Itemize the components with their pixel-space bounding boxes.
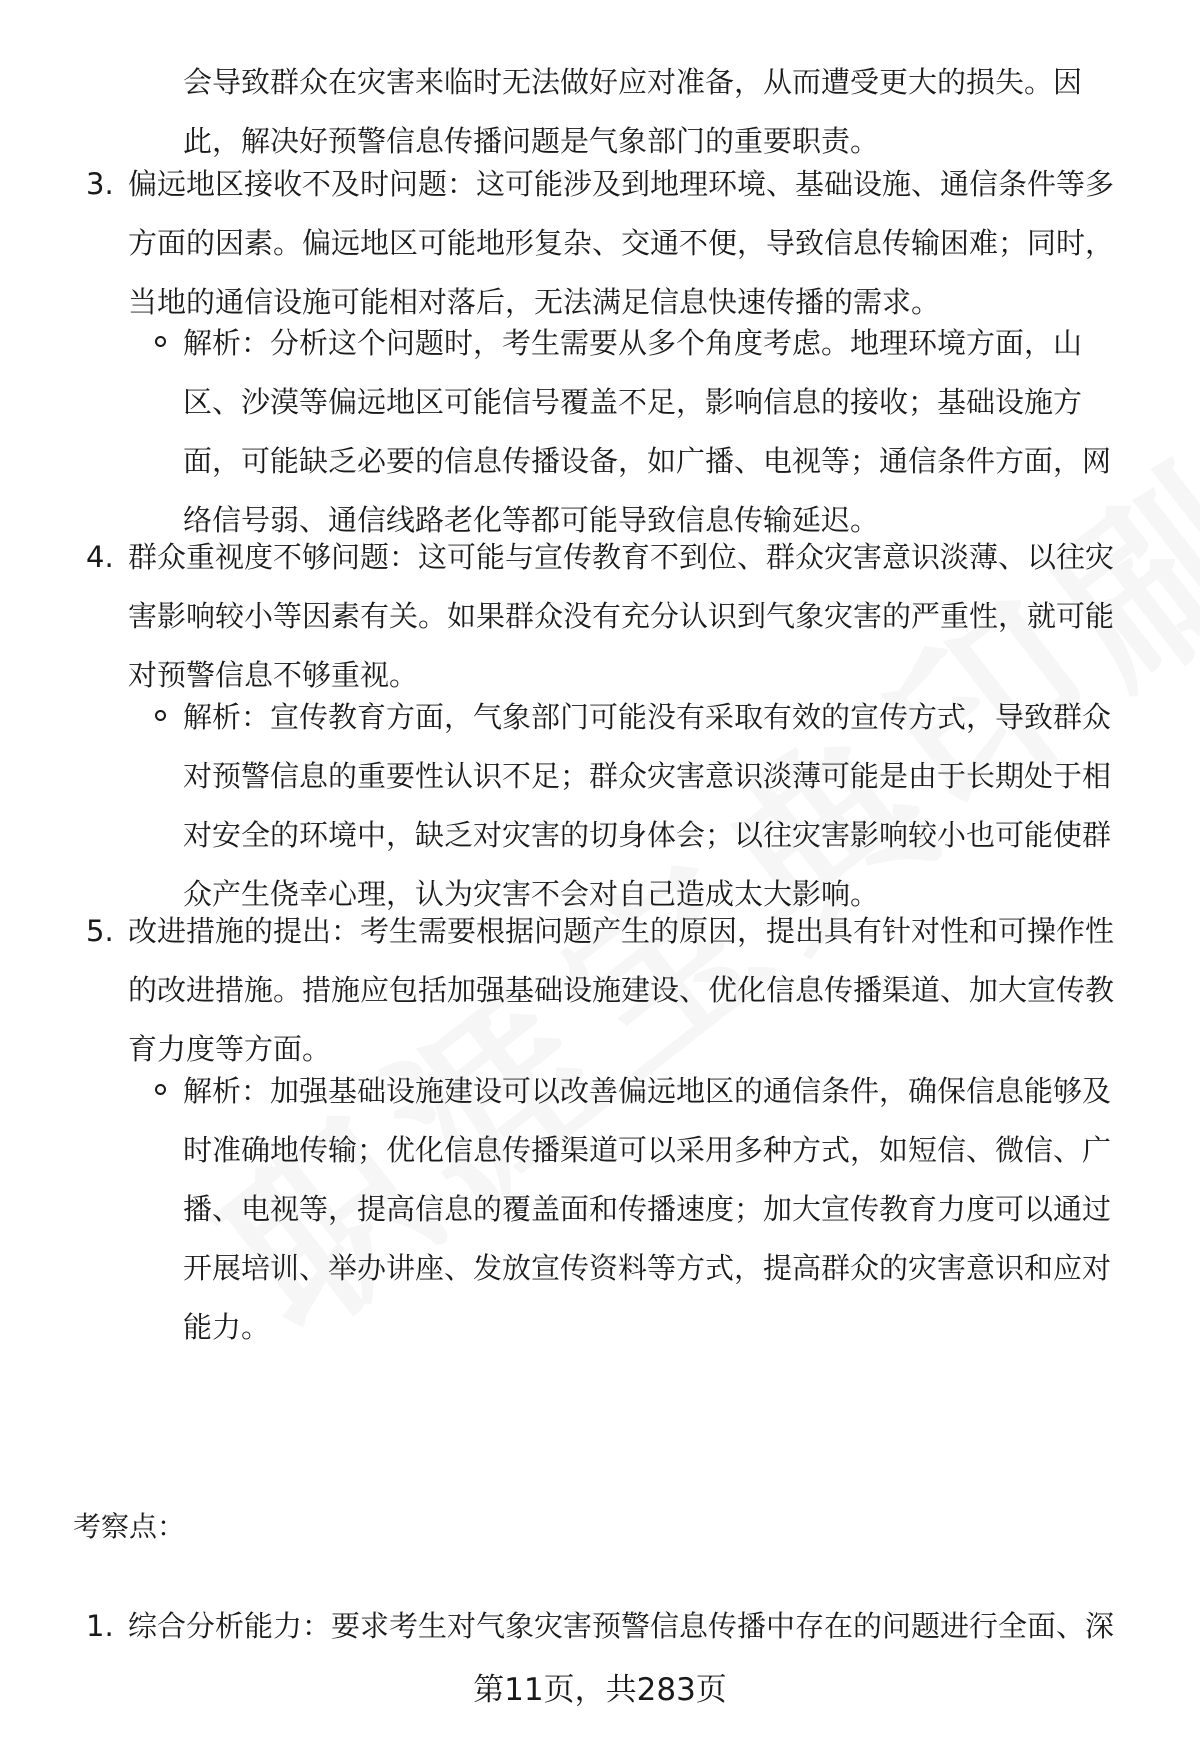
list-number: 5. xyxy=(86,914,114,948)
analysis-text xyxy=(183,688,1143,924)
text-line: 方面的因素。偏远地区可能地形复杂、交通不便，导致信息传输困难；同时， xyxy=(128,226,1115,260)
text-line: 开展培训、举办讲座、发放宣传资料等方式，提高群众的灾害意识和应对 xyxy=(183,1251,1112,1285)
list-number: 1. xyxy=(86,1609,114,1643)
analysis-text xyxy=(183,1062,1143,1357)
text-line: 播、电视等，提高信息的覆盖面和传播速度；加大宣传教育力度可以通过 xyxy=(183,1192,1112,1226)
text-line: 的改进措施。措施应包括加强基础设施建设、优化信息传播渠道、加大宣传教 xyxy=(128,973,1115,1007)
text-line: 面，可能缺乏必要的信息传播设备，如广播、电视等；通信条件方面，网 xyxy=(183,444,1112,478)
text-line: 会导致群众在灾害来临时无法做好应对准备，从而遭受更大的损失。因 xyxy=(183,65,1083,99)
text-line: 时准确地传输；优化信息传播渠道可以采用多种方式，如短信、微信、广 xyxy=(183,1133,1112,1167)
text-line: 当地的通信设施可能相对落后，无法满足信息快速传播的需求。 xyxy=(128,285,941,319)
text-line: 对预警信息不够重视。 xyxy=(128,658,419,692)
text-line: 解析：分析这个问题时，考生需要从多个角度考虑。地理环境方面，山 xyxy=(183,326,1083,360)
text-line: 此，解决好预警信息传播问题是气象部门的重要职责。 xyxy=(183,124,880,158)
text-line: 育力度等方面。 xyxy=(128,1032,332,1066)
text-line: 众产生侥幸心理，认为灾害不会对自己造成太大影响。 xyxy=(183,877,880,911)
text-line: 能力。 xyxy=(183,1310,271,1344)
page-number-footer: 第11页，共283页 xyxy=(473,1672,727,1708)
list-item-text xyxy=(128,902,1148,1079)
circle-bullet-icon xyxy=(155,710,166,721)
list-item-text xyxy=(128,155,1148,332)
section-heading: 考察点： xyxy=(73,1510,186,1543)
text-line: 区、沙漠等偏远地区可能信号覆盖不足，影响信息的接收；基础设施方 xyxy=(183,385,1083,419)
circle-bullet-icon xyxy=(155,1084,166,1095)
list-item-text xyxy=(128,1597,1148,1656)
text-line: 解析：宣传教育方面，气象部门可能没有采取有效的宣传方式，导致群众 xyxy=(183,700,1112,734)
text-line: 对预警信息的重要性认识不足；群众灾害意识淡薄可能是由于长期处于相 xyxy=(183,759,1112,793)
list-item-text xyxy=(128,528,1148,705)
text-line: 解析：加强基础设施建设可以改善偏远地区的通信条件，确保信息能够及 xyxy=(183,1074,1112,1108)
text-line: 群众重视度不够问题：这可能与宣传教育不到位、群众灾害意识淡薄、以往灾 xyxy=(128,540,1115,574)
continuation-paragraph xyxy=(183,53,1143,171)
circle-bullet-icon xyxy=(155,336,166,347)
text-line: 综合分析能力：要求考生对气象灾害预警信息传播中存在的问题进行全面、深 xyxy=(128,1609,1115,1643)
text-line: 对安全的环境中，缺乏对灾害的切身体会；以往灾害影响较小也可能使群 xyxy=(183,818,1112,852)
list-number: 3. xyxy=(86,167,114,201)
text-line: 偏远地区接收不及时问题：这可能涉及到地理环境、基础设施、通信条件等多 xyxy=(128,167,1115,201)
text-line: 络信号弱、通信线路老化等都可能导致信息传输延迟。 xyxy=(183,503,880,537)
analysis-text xyxy=(183,314,1143,550)
text-line: 害影响较小等因素有关。如果群众没有充分认识到气象灾害的严重性，就可能 xyxy=(128,599,1115,633)
list-number: 4. xyxy=(86,540,114,574)
text-line: 改进措施的提出：考生需要根据问题产生的原因，提出具有针对性和可操作性 xyxy=(128,914,1115,948)
